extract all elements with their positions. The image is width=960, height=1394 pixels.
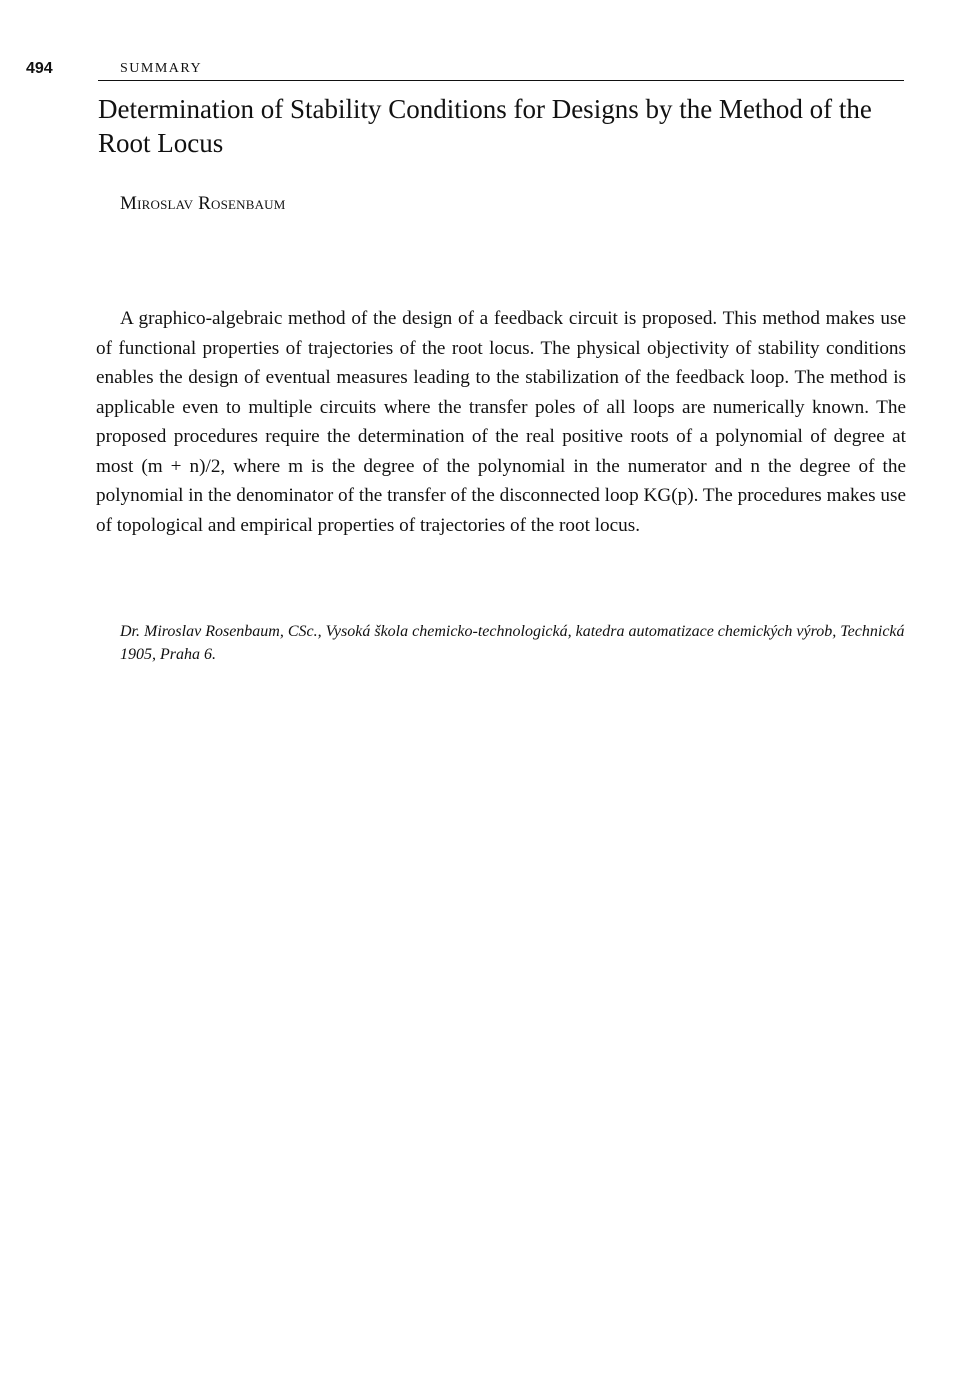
article-title: Determination of Stability Conditions for Designs by the Method of the Root Locus	[98, 94, 872, 158]
author-affiliation: Dr. Miroslav Rosenbaum, CSc., Vysoká škola chemicko-technologická, katedra automatizace chemických výrob, Technická 1905, Praha 6.	[120, 623, 905, 663]
running-head: SUMMARY	[120, 61, 203, 76]
page-number: 494	[26, 60, 53, 77]
header-rule	[98, 80, 904, 81]
abstract-paragraph: A graphico-algebraic method of the design of a feedback circuit is proposed. This method makes use of functional properties of trajectories of the root locus. The physical objectivity of stability conditions enables the design of eventual measures leading to the stabilization of the feedback loop. The method is applicable even to multiple circuits where the transfer poles of all loops are numerically known. The proposed procedures require the determination of the real positive roots of a polynomial of degree at most (m + n)/2, where m is the degree of the polynomial in the numerator and n the degree of the polynomial in the denominator of the transfer of the disconnected loop KG(p). The procedures makes use of topological and empirical properties of trajectories of the root locus.	[96, 308, 906, 536]
author-name: Miroslav Rosenbaum	[120, 193, 286, 214]
